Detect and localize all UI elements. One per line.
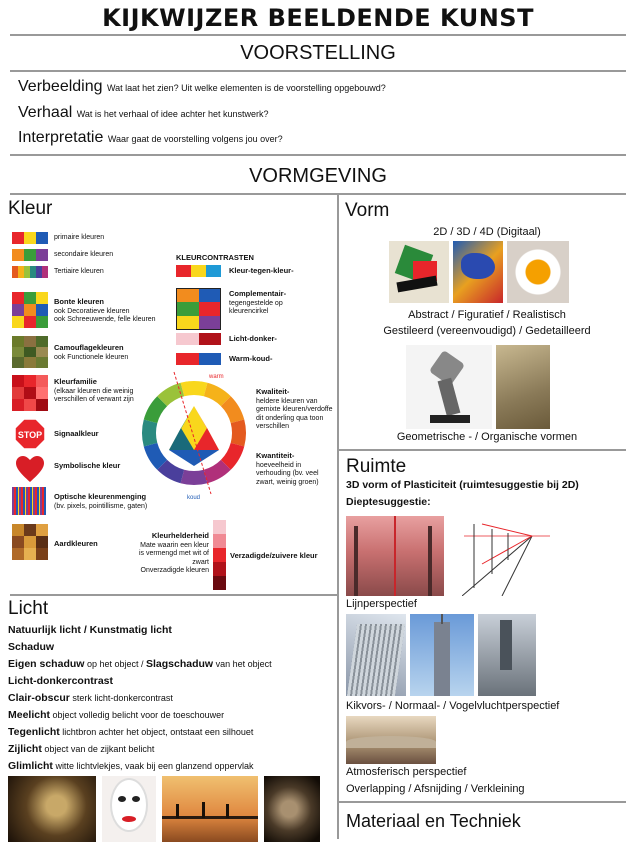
wheel-segment xyxy=(181,470,208,485)
licht-item-7 xyxy=(8,743,154,755)
licht-item-4 xyxy=(8,692,173,704)
heart-icon xyxy=(15,455,45,483)
stop-text: STOP xyxy=(17,430,43,440)
licht-item-6 xyxy=(8,726,253,738)
camouflage-sub: ook Functionele kleuren xyxy=(54,353,129,361)
vorm-line2: Gestileerd (vereenvoudigd) / Gedetailleerd xyxy=(383,325,591,337)
verbeelding-desc: Wat laat het zien? Uit welke elementen is de voorstelling opgebouwd? xyxy=(106,83,386,93)
interpretatie-term: Interpretatie xyxy=(18,129,104,146)
bonte-title: Bonte kleuren xyxy=(54,297,105,306)
kwantiteit-title: Kwantiteit- xyxy=(256,451,295,460)
familie-sub1: (elkaar kleuren die weinig xyxy=(54,387,134,395)
tertiary-swatch xyxy=(12,266,48,278)
complementair-label xyxy=(229,290,286,317)
licht-item-8-bold: Glimlicht xyxy=(8,760,53,772)
symbolisch-text: Symbolische kleur xyxy=(54,461,121,470)
licht-item-4-rest: sterk licht-donkercontrast xyxy=(69,693,173,703)
kwaliteit-sub2: gemixte kleuren/verdoffe xyxy=(256,406,333,413)
warm-label: warm xyxy=(209,374,224,380)
divider xyxy=(10,34,626,36)
bonte-sub2: ook Schreeuwende, felle kleuren xyxy=(54,316,156,323)
familie-swatch xyxy=(12,375,48,411)
color-wheel xyxy=(139,366,249,500)
licht-donker-label xyxy=(229,335,277,345)
wheel-segment xyxy=(142,420,157,447)
ruimte-kikvors: Kikvors- / Normaal- / Vogelvluchtperspectief xyxy=(346,700,560,712)
licht-donker-swatch xyxy=(176,333,221,345)
licht-item-7-rest: object van de zijkant belicht xyxy=(41,744,155,754)
bonte-swatch xyxy=(12,292,48,328)
warm-koud-swatch xyxy=(176,353,221,365)
contrasten-title xyxy=(176,254,254,264)
wheel-segment xyxy=(181,381,208,396)
helderheid-swatch xyxy=(213,520,226,590)
vorm-heading: Vorm xyxy=(345,200,390,221)
bonte-sub1: ook Decoratieve kleuren xyxy=(54,307,130,315)
verbeelding-line xyxy=(18,78,386,96)
licht-item-2-bold: Eigen schaduw xyxy=(8,658,85,670)
ruimte-line2: Dieptesuggestie: xyxy=(346,496,431,508)
kwaliteit-label xyxy=(256,388,333,432)
licht-item-2-rest: op het object / xyxy=(84,659,146,669)
wheel-segment xyxy=(231,420,246,447)
licht-donker-text: Licht-donker- xyxy=(229,334,277,343)
column-divider xyxy=(337,194,339,839)
divider xyxy=(338,801,626,803)
divider xyxy=(338,449,626,451)
verzadigd-label xyxy=(230,552,318,562)
onverzadigd-text: Onverzadigde kleuren xyxy=(140,567,209,574)
licht-item-6-rest: lichtbron achter het object, ontstaat een silhouet xyxy=(59,727,254,737)
aard-text: Aardkleuren xyxy=(54,539,98,548)
vorm-image-organisch xyxy=(496,345,550,429)
helderheid-label xyxy=(134,532,209,576)
licht-item-8 xyxy=(8,760,254,772)
kwaliteit-sub4: verschillen xyxy=(256,423,290,430)
page-title: KIJKWIJZER BEELDENDE KUNST xyxy=(102,4,534,32)
licht-item-1-bold: Schaduw xyxy=(8,641,55,653)
vorm-line3: Geometrische - / Organische vormen xyxy=(396,431,578,443)
licht-item-2-rest2: van het object xyxy=(213,659,272,669)
verzadigd-text: Verzadigde/zuivere kleur xyxy=(230,551,318,560)
licht-image-portrait xyxy=(102,776,156,842)
ruimte-line1: 3D vorm of Plasticiteit (ruimtesuggestie bij 2D) xyxy=(346,479,579,491)
divider xyxy=(10,70,626,72)
divider xyxy=(10,154,626,156)
bonte-label xyxy=(54,298,156,325)
ruimte-image-normaal xyxy=(410,614,474,696)
kwantiteit-label xyxy=(256,452,319,487)
licht-item-2-bold2: Slagschaduw xyxy=(145,658,214,670)
warm-koud-text: Warm-koud- xyxy=(229,354,273,363)
helderheid-sub1: Mate waarin een kleur xyxy=(140,541,209,549)
ruimte-overlap: Overlapping / Afsnijding / Verkleining xyxy=(346,783,525,795)
materiaal-heading: Materiaal en Techniek xyxy=(346,811,521,831)
licht-item-0-bold: Natuurlijk licht / Kunstmatig licht xyxy=(8,624,172,636)
tertiaire-label: Tertiaire kleuren xyxy=(54,268,104,275)
vorm-image-abstract xyxy=(389,241,449,303)
aard-label xyxy=(54,540,98,550)
licht-item-1 xyxy=(8,641,54,653)
ruimte-image-kikvors xyxy=(346,614,406,696)
licht-image-tegenlicht xyxy=(162,776,258,842)
licht-item-0 xyxy=(8,624,172,636)
optisch-label xyxy=(54,493,147,511)
familie-label xyxy=(54,378,134,405)
kwantiteit-sub3: zwart, weinig groen) xyxy=(256,478,319,486)
complementair-title: Complementair- xyxy=(229,289,287,298)
ruimte-image-vogelvlucht xyxy=(478,614,536,696)
wheel-triangle-blue xyxy=(169,450,219,466)
helderheid-sub3: zwart xyxy=(192,558,209,566)
licht-item-3-bold: Licht-donkercontrast xyxy=(8,675,114,687)
vorm-image-geometrisch xyxy=(406,345,492,429)
complementair-sub1: tegengestelde op xyxy=(229,299,283,307)
stop-sign-icon xyxy=(14,418,46,450)
kleur-heading: Kleur xyxy=(8,198,53,219)
kwantiteit-sub1: hoeveelheid in xyxy=(256,461,302,469)
koud-label: koud xyxy=(187,495,201,500)
verhaal-line xyxy=(18,104,268,122)
perspective-drawing xyxy=(462,516,552,596)
ruimte-atmos: Atmosferisch perspectief xyxy=(346,766,467,778)
vorm-dims: 2D / 3D / 4D (Digitaal) xyxy=(433,226,541,238)
camouflage-label xyxy=(54,344,128,362)
licht-item-4-bold: Clair-obscur xyxy=(8,692,70,704)
kwantiteit-sub2: verhouding (bv. veel xyxy=(256,470,319,477)
licht-item-5-bold: Meelicht xyxy=(8,709,51,721)
primary-swatch xyxy=(12,232,48,244)
tegen-label xyxy=(229,267,294,277)
licht-item-2 xyxy=(8,658,272,670)
ruimte-image-lijnperspectief-photo xyxy=(346,516,444,596)
helderheid-sub2: is vermengd met wit of xyxy=(138,550,209,557)
optisch-sub: (bv. pixels, pointillisme, gaten) xyxy=(54,502,148,510)
tegen-text: Kleur-tegen-kleur- xyxy=(229,266,294,275)
licht-item-3 xyxy=(8,675,113,687)
licht-item-7-bold: Zijlicht xyxy=(8,743,42,755)
aard-swatch xyxy=(12,524,48,560)
complementair-swatch xyxy=(176,288,221,330)
licht-item-5 xyxy=(8,709,224,721)
familie-sub2: verschillen of verwant zijn xyxy=(54,396,134,403)
secondary-swatch xyxy=(12,249,48,261)
secundaire-label: secondaire kleuren xyxy=(54,251,114,258)
contrasten-text: KLEURCONTRASTEN xyxy=(176,253,254,262)
divider xyxy=(10,193,626,195)
signaal-label xyxy=(54,430,99,440)
voorstelling-heading: VOORSTELLING xyxy=(240,42,396,64)
optisch-title: Optische kleurenmenging xyxy=(54,492,147,501)
tegen-swatch xyxy=(176,265,221,277)
licht-image-clair-obscur xyxy=(8,776,96,842)
ruimte-image-atmosferisch xyxy=(346,716,436,764)
optisch-swatch xyxy=(12,487,46,515)
camouflage-title: Camouflagekleuren xyxy=(54,343,124,352)
familie-title: Kleurfamilie xyxy=(54,377,97,386)
verbeelding-term: Verbeelding xyxy=(18,78,103,95)
symbolisch-label xyxy=(54,462,120,472)
vorm-image-figuratief xyxy=(453,241,503,303)
helderheid-title: Kleurhelderheid xyxy=(151,531,209,540)
licht-item-6-bold: Tegenlicht xyxy=(8,726,60,738)
licht-heading: Licht xyxy=(8,598,49,619)
complementair-sub2: kleurencirkel xyxy=(229,308,269,315)
vorm-image-realistisch xyxy=(507,241,569,303)
kwaliteit-title: Kwaliteit- xyxy=(256,387,290,396)
verhaal-desc: Wat is het verhaal of idee achter het kunstwerk? xyxy=(76,109,269,119)
licht-item-5-rest: object volledig belicht voor de toeschouwer xyxy=(50,710,225,720)
licht-item-8-rest: witte lichtvlekjes, vaak bij een glanzend oppervlak xyxy=(52,761,254,771)
verhaal-term: Verhaal xyxy=(18,104,73,121)
kwaliteit-sub1: heldere kleuren van xyxy=(256,397,318,405)
primaire-label: primaire kleuren xyxy=(54,234,105,241)
camouflage-swatch xyxy=(12,336,48,368)
interpretatie-desc: Waar gaat de voorstelling volgens jou over? xyxy=(107,134,283,144)
ruimte-lijn: Lijnperspectief xyxy=(346,598,417,610)
divider xyxy=(10,594,337,596)
interpretatie-line xyxy=(18,129,283,147)
vormgeving-heading: VORMGEVING xyxy=(249,165,387,187)
licht-image-glimlicht xyxy=(264,776,320,842)
kwaliteit-sub3: dit onderling qua toon xyxy=(256,414,324,422)
signaal-text: Signaalkleur xyxy=(54,429,99,438)
ruimte-heading: Ruimte xyxy=(346,456,407,477)
vorm-line1: Abstract / Figuratief / Realistisch xyxy=(408,309,566,321)
warm-koud-label xyxy=(229,355,272,365)
